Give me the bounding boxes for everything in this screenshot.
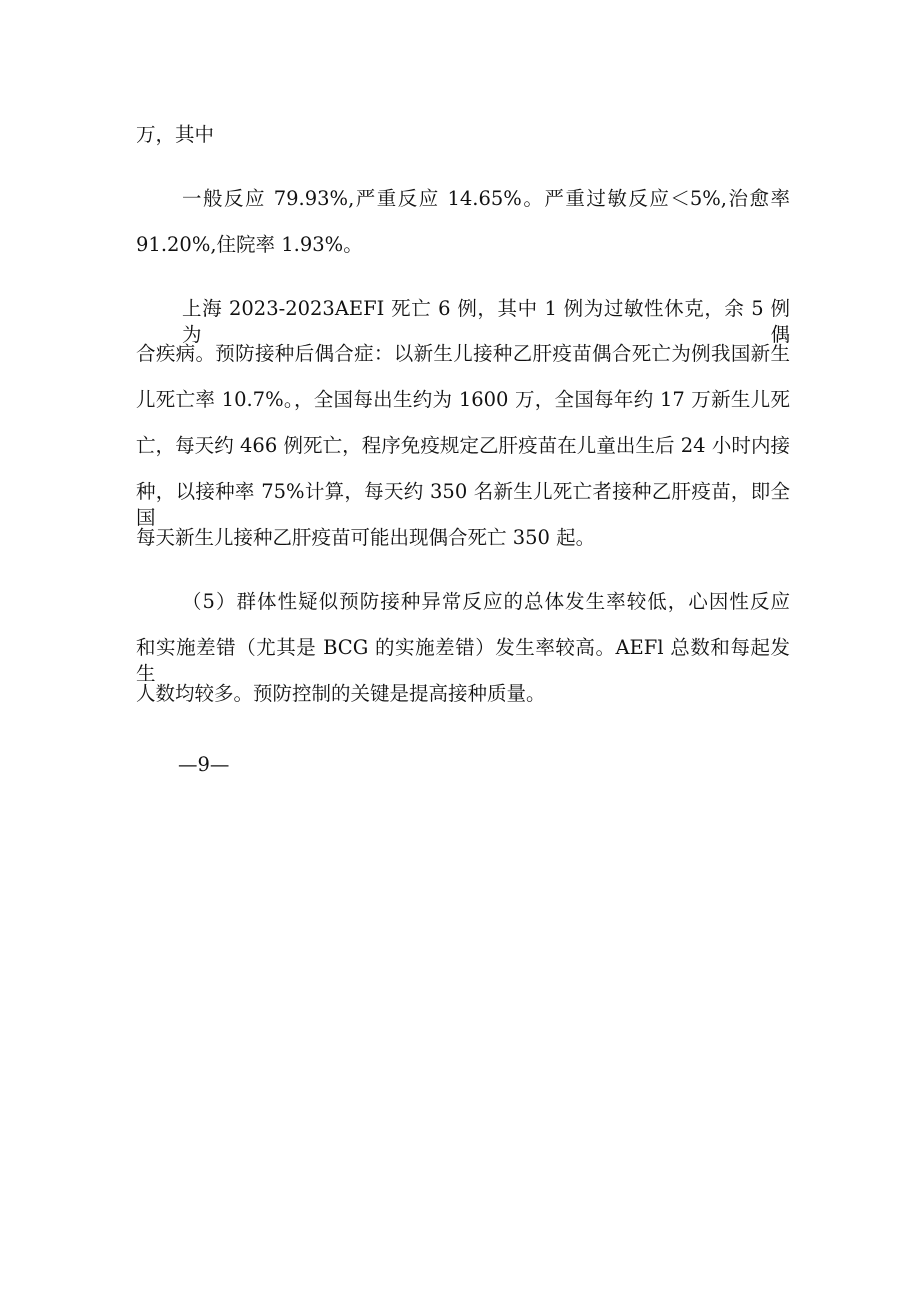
- text-line: （5）群体性疑似预防接种异常反应的总体发生率较低，心因性反应: [182, 590, 790, 613]
- text-line: 合疾病。预防接种后偶合症：以新生儿接种乙肝疫苗偶合死亡为例我国新生: [136, 342, 790, 365]
- text-line: 种，以接种率 75%计算，每天约 350 名新生儿死亡者接种乙肝疫苗，即全国: [136, 480, 790, 529]
- text-line: 人数均较多。预防控制的关键是提高接种质量。: [136, 682, 546, 705]
- text-line: 91.20%,住院率 1.93%。: [136, 233, 363, 256]
- text-line: 万，其中: [136, 123, 215, 146]
- text-line: 和实施差错（尤其是 BCG 的实施差错）发生率较高。AEFl 总数和每起发生: [136, 636, 790, 685]
- text-line: 儿死亡率 10.7%。，全国每出生约为 1600 万，全国每年约 17 万新生儿死: [136, 388, 790, 411]
- text-line: 每天新生儿接种乙肝疫苗可能出现偶合死亡 350 起。: [136, 526, 596, 549]
- text-line: 一般反应 79.93%,严重反应 14.65%。严重过敏反应＜5%,治愈率: [182, 187, 790, 210]
- text-line: 上海 2023-2023AEFI 死亡 6 例，其中 1 例为过敏性休克，余 5 例为偶: [182, 297, 790, 346]
- page-number: —9—: [178, 753, 230, 776]
- text-line: 亡，每天约 466 例死亡，程序免疫规定乙肝疫苗在儿童出生后 24 小时内接: [136, 434, 790, 457]
